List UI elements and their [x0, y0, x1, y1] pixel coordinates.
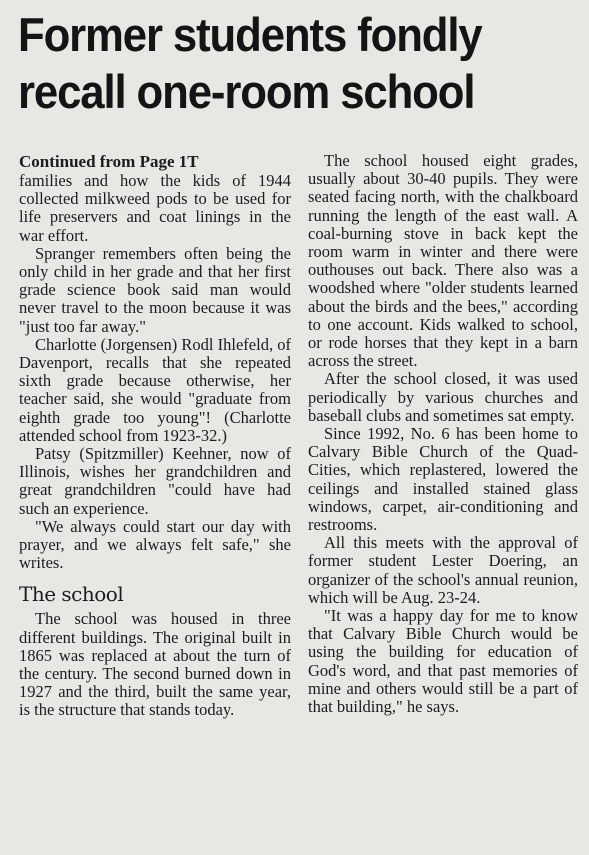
paragraph: families and how the kids of 1944 collected milkweed pods to be used for life preservers and coat linings in the war effort.: [19, 171, 291, 245]
headline-line-1: Former students fondly: [18, 8, 482, 61]
continued-from-label: Continued from Page 1T: [19, 152, 199, 171]
left-column: [19, 152, 291, 720]
paragraph: The school was housed in three different buildings. The original built in 1865 was replaced at about the turn of the century. The second burned down in 1927 and the third, built the same year, is the structure that stands today.: [19, 609, 291, 720]
paragraph: The school housed eight grades, usually about 30-40 pupils. They were seated facing north, with the chalkboard running the length of the east wall. A coal-burning stove in back kept the room warm in winter and there were outhouses out back. There also was a woodshed where "older students learned about the birds and the bees," according to one account. Kids walked to school, or rode horses that they kept in a barn across the street.: [308, 151, 578, 371]
paragraph: Patsy (Spitzmiller) Keehner, now of Illinois, wishes her grandchildren and great grandchildren "could have had such an experience.: [19, 444, 291, 518]
paragraph: Spranger remembers often being the only child in her grade and that her first grade science book said man would never travel to the moon because it was "just too far away.": [19, 243, 291, 336]
paragraph: Since 1992, No. 6 has been home to Calvary Bible Church of the Quad-Cities, which replastered, lowered the ceilings and installed stained glass windows, carpet, air-conditioning and restrooms.: [308, 424, 578, 535]
right-column: [308, 152, 578, 716]
headline: [18, 6, 539, 120]
paragraph: All this meets with the approval of former student Lester Doering, an organizer of the school's annual reunion, which will be Aug. 23-24.: [308, 533, 578, 607]
paragraph: After the school closed, it was used periodically by various churches and baseball clubs and sometimes sat empty.: [308, 369, 578, 425]
section-subhead: The school: [19, 582, 124, 607]
headline-line-2: recall one-room school: [18, 65, 475, 118]
paragraph: "It was a happy day for me to know that Calvary Bible Church would be using the building for education of God's word, and that past memories of mine and others would still be a part of that building," he says.: [308, 606, 578, 717]
paragraph: "We always could start our day with prayer, and we always felt safe," she writes.: [19, 516, 291, 573]
paragraph: Charlotte (Jorgensen) Rodl Ihlefeld, of Davenport, recalls that she repeated sixth grade because otherwise, her teacher said, she would "graduate from eighth grade too young"! (Charlotte attended school from 1923-32.): [19, 334, 291, 445]
